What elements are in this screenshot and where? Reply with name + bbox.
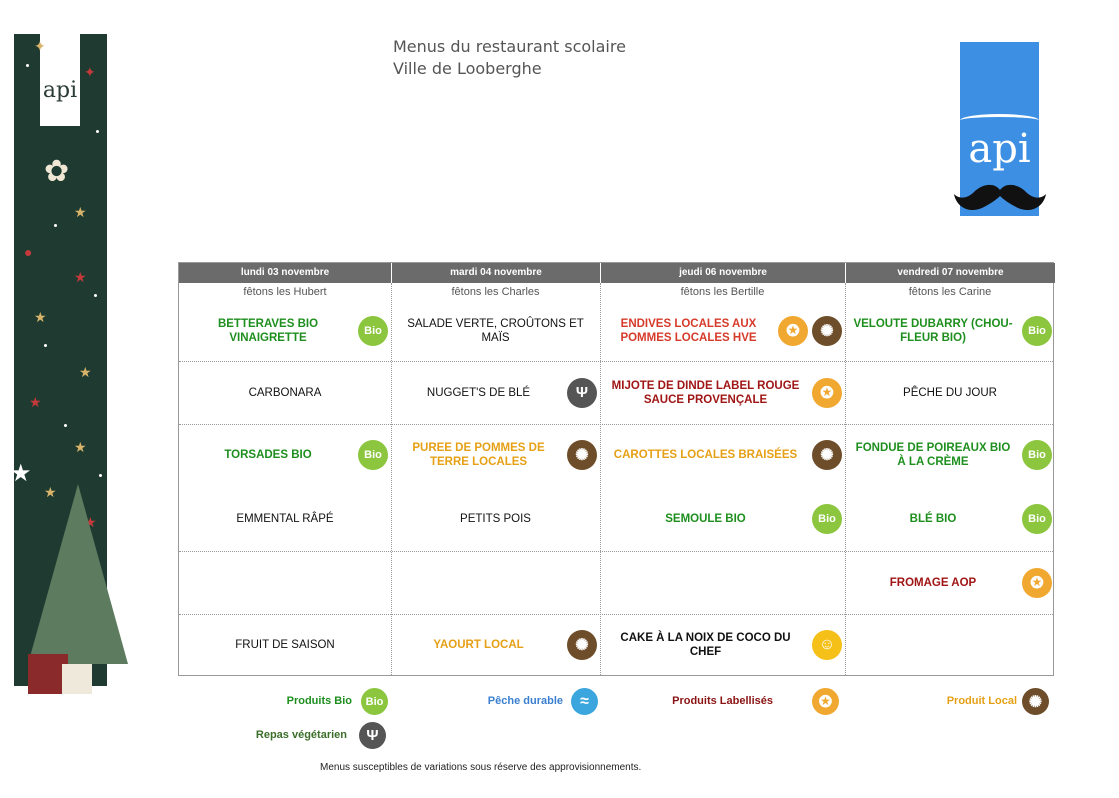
day-header: jeudi 06 novembre [600, 263, 845, 283]
star-icon: ★ [44, 484, 57, 500]
menu-cell [845, 486, 1021, 551]
holly-icon: ● [24, 244, 33, 260]
star-icon: ★ [34, 309, 47, 325]
menu-item: PUREE DE POMMES DE TERRE LOCALES [412, 442, 545, 468]
legend-peche-label: Pêche durable [487, 695, 563, 707]
bio-badge-icon: Bio [1022, 316, 1052, 346]
menu-cell [179, 361, 391, 424]
veg-badge-icon: Ψ [359, 722, 386, 749]
snow-dot [44, 344, 47, 347]
menu-cell [845, 551, 1021, 614]
legend-local-label: Produit Local [946, 695, 1017, 707]
gift-box [62, 664, 92, 694]
star-icon: ✦ [84, 64, 96, 80]
menu-item: FROMAGE AOP [889, 576, 977, 589]
menu-cell [600, 486, 811, 551]
menu-cell [179, 486, 391, 551]
menu-cell [845, 301, 1021, 361]
menu-cell [600, 614, 811, 676]
star-icon: ✦ [34, 38, 46, 54]
menu-table [178, 262, 1054, 676]
menu-cell [845, 361, 1055, 424]
menu-cell [600, 551, 845, 614]
menu-cell [600, 424, 811, 486]
menu-item: MIJOTE DE DINDE LABEL ROUGE SAUCE PROVENÇALE [611, 379, 800, 406]
saint-of-day: fêtons les Carine [908, 286, 992, 298]
menu-item: CAKE À LA NOIX DE COCO DU CHEF [620, 632, 791, 658]
day-header: mardi 04 novembre [391, 263, 600, 283]
menu-item: ENDIVES LOCALES AUX POMMES LOCALES HVE [620, 318, 757, 344]
menu-item: TORSADES BIO [224, 449, 312, 461]
mustache-icon [954, 182, 1046, 214]
banner-logo-text: api [42, 78, 78, 103]
bio-badge-icon: Bio [1022, 504, 1052, 534]
menu-cell [179, 551, 391, 614]
snow-dot [64, 424, 67, 427]
menu-item: BETTERAVES BIO VINAIGRETTE [217, 318, 319, 344]
star-icon: ★ [84, 514, 97, 530]
local-badge-icon: ✺ [812, 316, 842, 346]
snow-dot [99, 474, 102, 477]
snow-dot [94, 294, 97, 297]
menu-item: FONDUE DE POIREAUX BIO À LA CRÈME [855, 442, 1011, 468]
peche-badge-icon: ≈ [571, 688, 598, 715]
local-badge-icon: ✺ [567, 630, 597, 660]
bio-badge-icon: Bio [812, 504, 842, 534]
snow-dot [26, 64, 29, 67]
menu-cell [391, 551, 600, 614]
menu-cell [600, 301, 777, 361]
menu-item: PÊCHE DU JOUR [903, 386, 997, 399]
footer-note: Menus susceptibles de variations sous réserve des approvisionnements. [320, 762, 642, 773]
api-logo [960, 42, 1039, 216]
label-badge-icon: ✪ [812, 378, 842, 408]
saint-of-day: fêtons les Charles [451, 286, 540, 298]
label-badge-icon: ✪ [812, 688, 839, 715]
page-title [393, 36, 626, 80]
saint-of-day: fêtons les Bertille [680, 286, 765, 298]
star-icon: ★ [29, 394, 42, 410]
bio-badge-icon: Bio [358, 316, 388, 346]
menu-item: YAOURT LOCAL [433, 639, 524, 651]
menu-item: FRUIT DE SAISON [235, 639, 335, 651]
menu-cell [391, 301, 600, 361]
local-badge-icon: ✺ [812, 440, 842, 470]
menu-item: PETITS POIS [460, 512, 531, 525]
snow-dot [54, 224, 57, 227]
label-badge-icon: ✪ [1022, 568, 1052, 598]
snow-dot [96, 130, 99, 133]
star-icon: ★ [10, 460, 32, 487]
legend-label-label: Produits Labellisés [672, 695, 773, 707]
chef-badge-icon: ☺ [812, 630, 842, 660]
local-badge-icon: ✺ [567, 440, 597, 470]
banner-logo [40, 34, 80, 126]
menu-cell [179, 301, 357, 361]
menu-cell [179, 614, 391, 676]
title-line-2: Ville de Looberghe [393, 59, 542, 78]
legend-veg-label: Repas végétarien [255, 729, 347, 741]
menu-cell [391, 486, 600, 551]
menu-item: SEMOULE BIO [665, 512, 746, 525]
menu-item: BLÉ BIO [909, 512, 957, 525]
menu-cell [179, 424, 357, 486]
menu-cell [391, 361, 566, 424]
menu-item: NUGGET'S DE BLÉ [426, 386, 531, 399]
menu-cell [845, 424, 1021, 486]
label-badge-icon: ✪ [778, 316, 808, 346]
saint-of-day: fêtons les Hubert [243, 286, 327, 298]
menu-item: CARBONARA [248, 386, 322, 399]
veg-badge-icon: Ψ [567, 378, 597, 408]
title-line-1: Menus du restaurant scolaire [393, 37, 626, 56]
menu-item: EMMENTAL RÂPÉ [236, 512, 334, 525]
flower-icon: ✿ [44, 155, 70, 188]
star-icon: ★ [74, 204, 87, 220]
star-icon: ★ [79, 364, 92, 380]
bio-badge-icon: Bio [358, 440, 388, 470]
menu-item: SALADE VERTE, CROÛTONS ET MAÏS [407, 318, 584, 344]
local-badge-icon: ✺ [1022, 688, 1049, 715]
star-icon: ★ [74, 439, 87, 455]
star-icon: ★ [74, 269, 87, 285]
menu-cell [391, 424, 566, 486]
menu-item: CAROTTES LOCALES BRAISÉES [613, 449, 798, 461]
bio-badge-icon: Bio [1022, 440, 1052, 470]
logo-text: api [968, 126, 1031, 172]
menu-cell [600, 361, 811, 424]
day-header: vendredi 07 novembre [845, 263, 1055, 283]
day-header: lundi 03 novembre [179, 263, 391, 283]
christmas-tree [28, 484, 128, 664]
decorative-banner [10, 34, 107, 686]
legend-bio-label: Produits Bio [286, 695, 352, 707]
bio-badge-icon: Bio [361, 688, 388, 715]
menu-cell [845, 614, 1055, 676]
menu-item: VELOUTE DUBARRY (CHOU-FLEUR BIO) [853, 318, 1013, 344]
menu-cell [391, 614, 566, 676]
